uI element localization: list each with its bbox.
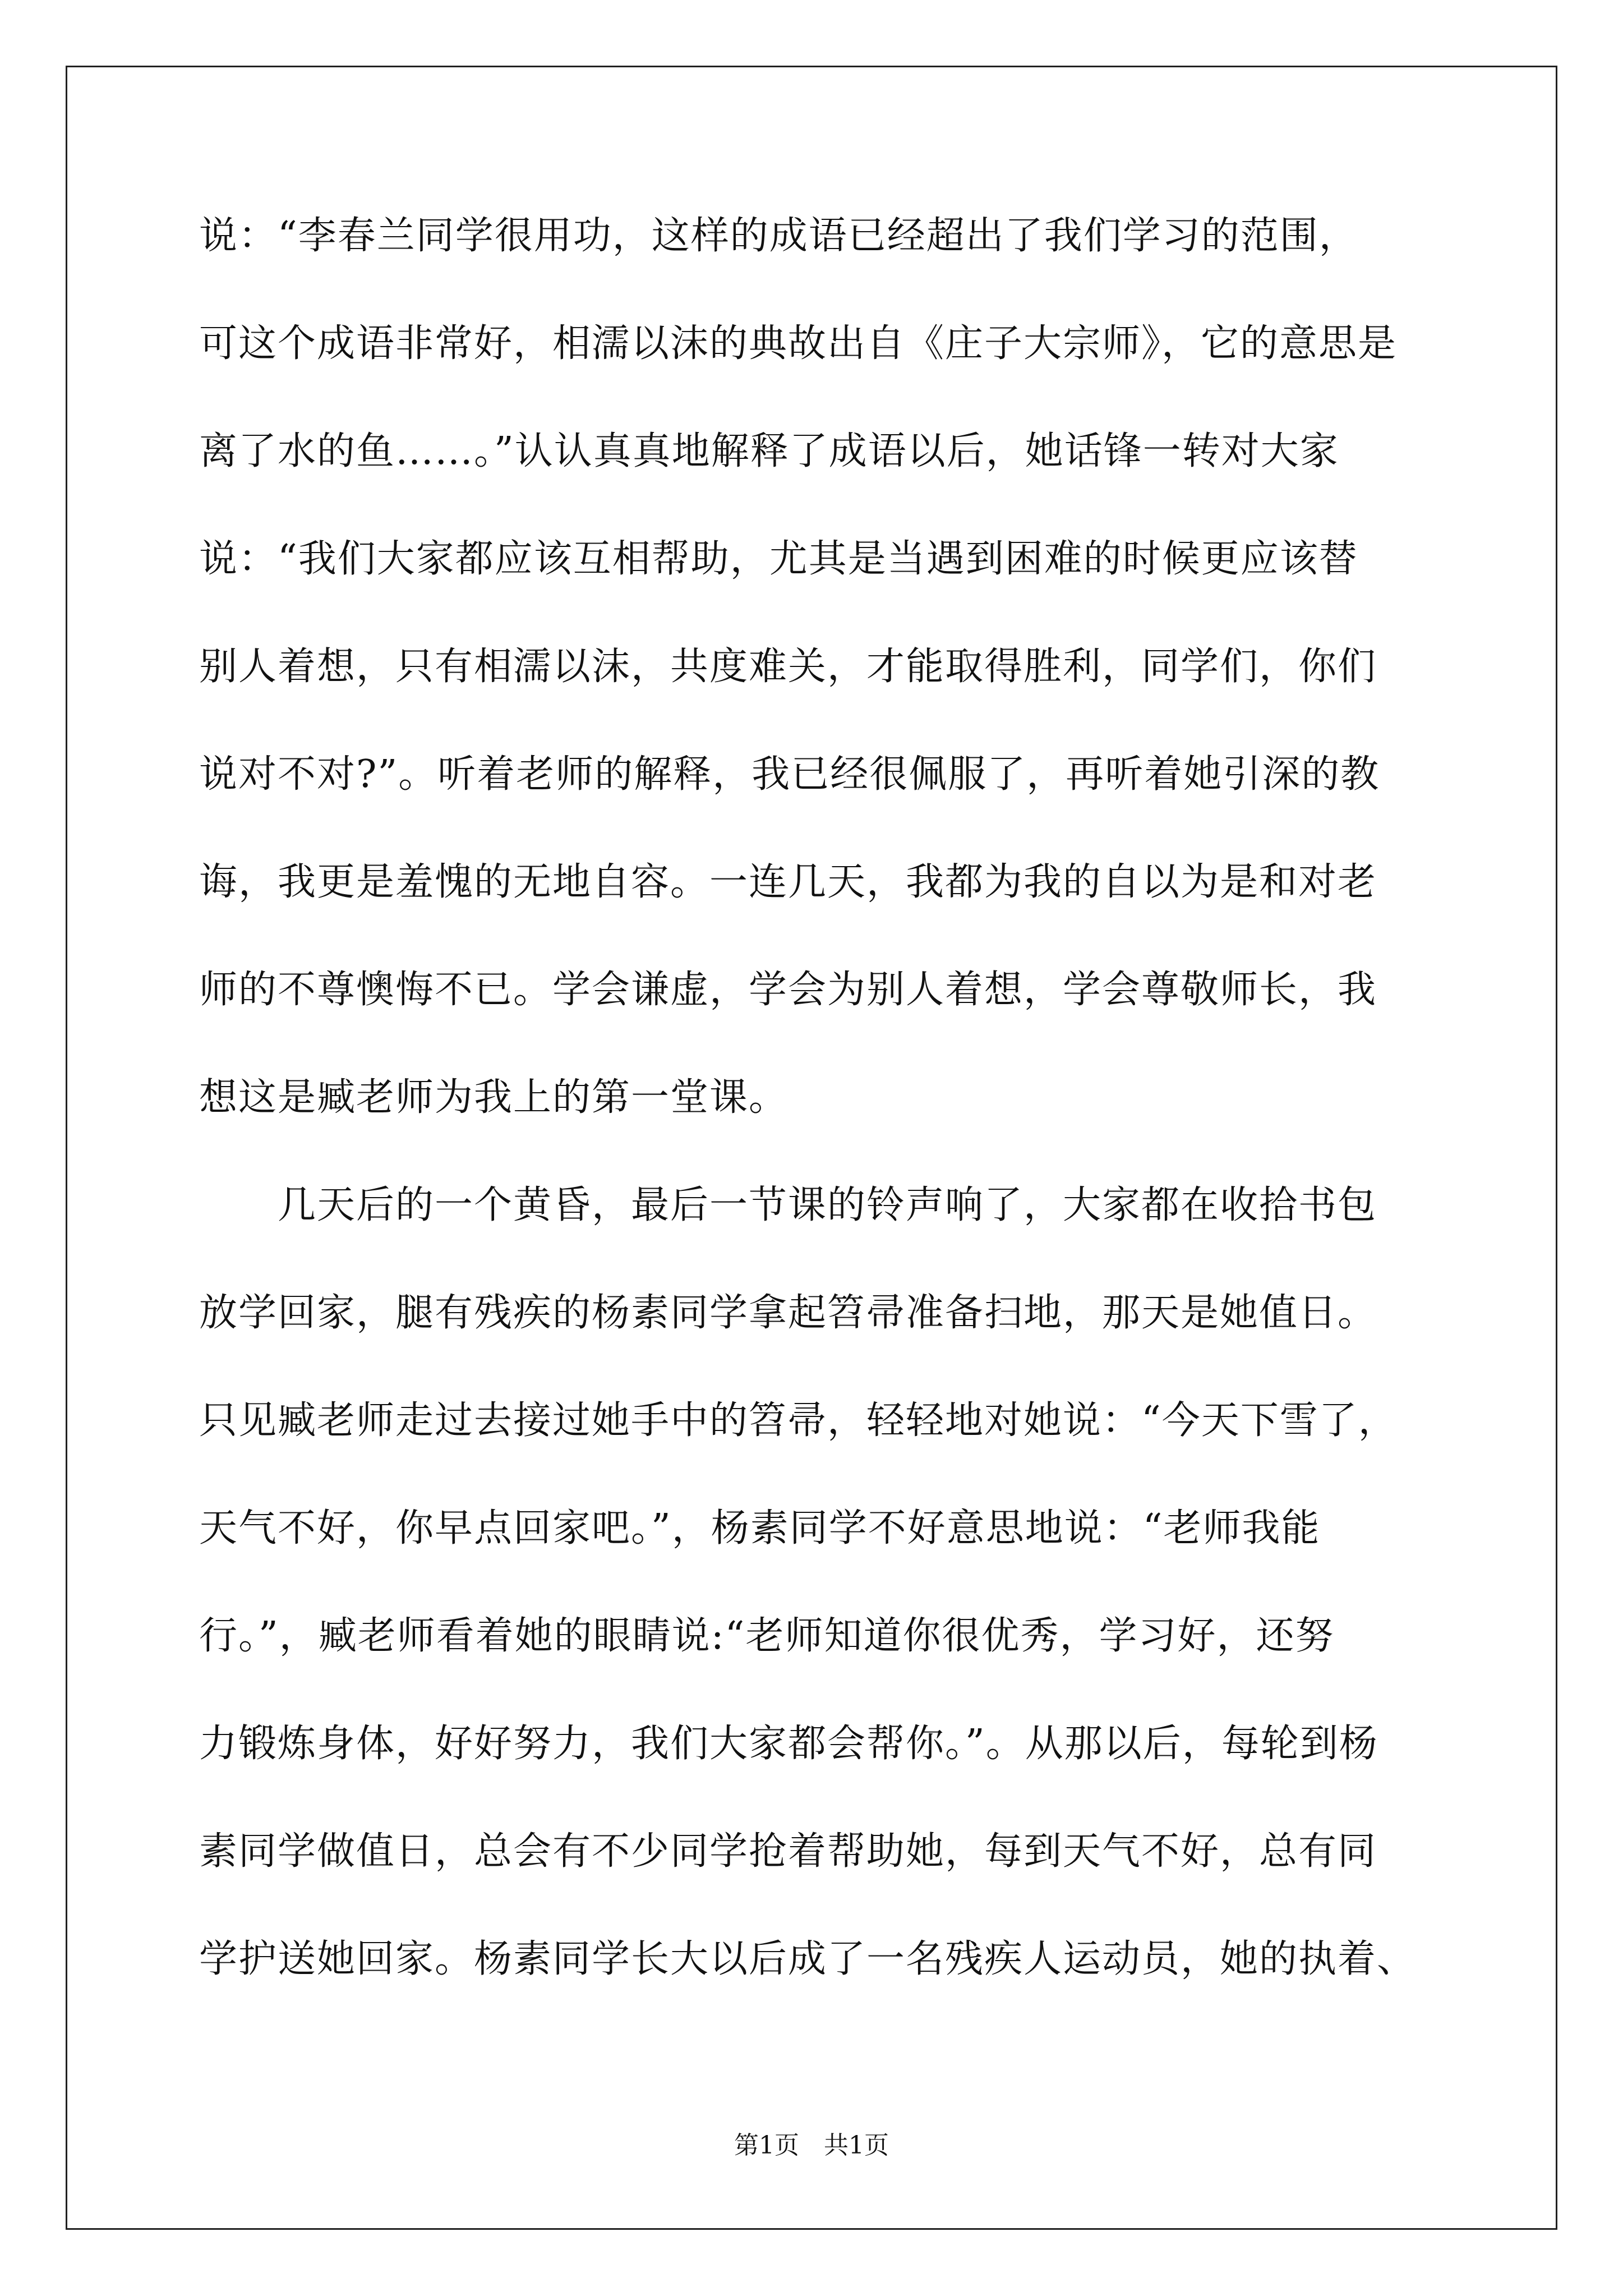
text-line: 力锻炼身体，好好努力，我们大家都会帮你。”。从那以后，每轮到杨	[199, 1722, 1378, 1766]
text-line: 说：“我们大家都应该互相帮助，尤其是当遇到困难的时候更应该替	[199, 537, 1358, 581]
text-line: 放学回家，腿有残疾的杨素同学拿起笤帚准备扫地，那天是她值日。	[199, 1291, 1377, 1335]
body-text	[199, 182, 1455, 2013]
text-line: 想这是臧老师为我上的第一堂课。	[199, 1075, 789, 1120]
text-line: 别人着想，只有相濡以沫，共度难关，才能取得胜利，同学们，你们	[199, 645, 1377, 689]
text-line: 只见臧老师走过去接过她手中的笤帚，轻轻地对她说：“今天下雪了，	[199, 1398, 1398, 1443]
text-line: 离了水的鱼……。”认认真真地解释了成语以后，她话锋一转对大家	[199, 429, 1339, 473]
page-number-footer: 第1页 共1页	[734, 2131, 889, 2160]
text-line: 天气不好，你早点回家吧。”，杨素同学不好意思地说：“老师我能	[199, 1506, 1321, 1550]
text-line: 行。”，臧老师看着她的眼睛说:“老师知道你很优秀，学习好，还努	[199, 1614, 1335, 1658]
text-line: 师的不尊懊悔不已。学会谦虚，学会为别人着想，学会尊敬师长，我	[199, 968, 1377, 1012]
text-line: 说：“李春兰同学很用功，这样的成语已经超出了我们学习的范围，	[199, 214, 1358, 258]
text-line: 素同学做值日，总会有不少同学抢着帮助她，每到天气不好，总有同	[199, 1829, 1377, 1874]
text-line: 可这个成语非常好，相濡以沫的典故出自《庄子大宗师》，它的意思是	[199, 321, 1398, 366]
text-line: 说对不对?”。听着老师的解释，我已经很佩服了，再听着她引深的教	[199, 752, 1380, 797]
paragraph-start-line: 几天后的一个黄昏，最后一节课的铃声响了，大家都在收拾书包	[199, 1183, 1377, 1227]
text-line: 诲，我更是羞愧的无地自容。一连几天，我都为我的自以为是和对老	[199, 860, 1377, 904]
text-line: 学护送她回家。杨素同学长大以后成了一名残疾人运动员，她的执着、	[199, 1937, 1417, 1981]
